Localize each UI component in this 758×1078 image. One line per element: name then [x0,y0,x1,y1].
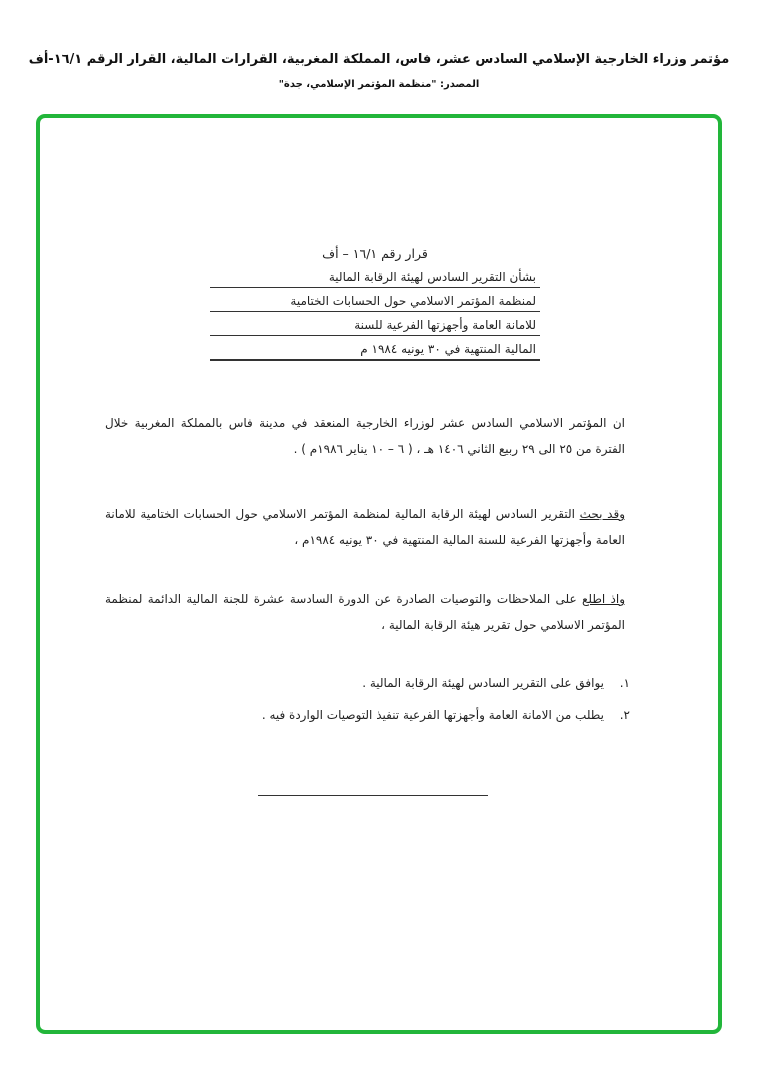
resolution-title-block [210,246,540,364]
item-text: يوافق على التقرير السادس لهيئة الرقابة المالية . [362,676,604,690]
reviewed-paragraph [105,586,625,638]
paragraph-lead: واذ اطلع [581,592,625,606]
paragraph-text: على الملاحظات والتوصيات الصادرة عن الدورة السادسة عشرة للجنة المالية الدائمة لمنظمة المؤتمر الاسلامي حول تقرير هيئة الرقابة المالية ، [105,592,625,632]
page-title: مؤتمر وزراء الخارجية الإسلامي السادس عشر، فاس، المملكة المغربية، القرارات المالية، القرار الرقم ١٦/١-أف [28,52,730,67]
subject-line: المالية المنتهية في ٣٠ يونيه ١٩٨٤ م [210,339,540,361]
preamble-paragraph [105,410,625,462]
item-number: ٢. [619,708,630,722]
end-divider [258,795,488,796]
page-header [0,52,758,90]
subject-line: للامانة العامة وأجهزتها الفرعية للسنة [210,315,540,336]
resolution-number: قرار رقم ١٦/١ – أف [322,246,428,261]
source-line: المصدر: "منظمة المؤتمر الإسلامي، جدة" [278,79,480,90]
subject-line: بشأن التقرير السادس لهيئة الرقابة المالية [210,267,540,288]
list-item [120,670,630,696]
paragraph-text: التقرير السادس لهيئة الرقابة المالية لمنظمة المؤتمر الاسلامي حول الحسابات الختامية للامانة العامة وأجهزتها الفرعية للسنة المالية المنتهية في ٣٠ يونيه ١٩٨٤م ، [105,507,625,547]
list-item [120,702,630,728]
item-text: يطلب من الامانة العامة وأجهزتها الفرعية تنفيذ التوصيات الواردة فيه . [261,708,604,722]
paragraph-lead: وقد بحث [579,507,625,521]
item-number: ١. [619,676,630,690]
operative-clauses [120,670,630,734]
paragraph-text: ان المؤتمر الاسلامي السادس عشر لوزراء الخارجية المنعقد في مدينة فاس بالمملكة المغربية خلال الفترة من ٢٥ الى ٢٩ ربيع الثاني ١٤٠٦ هـ ، ( ٦ – ١٠ يناير ١٩٨٦م ) . [105,416,625,456]
subject-line: لمنظمة المؤتمر الاسلامي حول الحسابات الختامية [210,291,540,312]
considering-paragraph [105,501,625,553]
